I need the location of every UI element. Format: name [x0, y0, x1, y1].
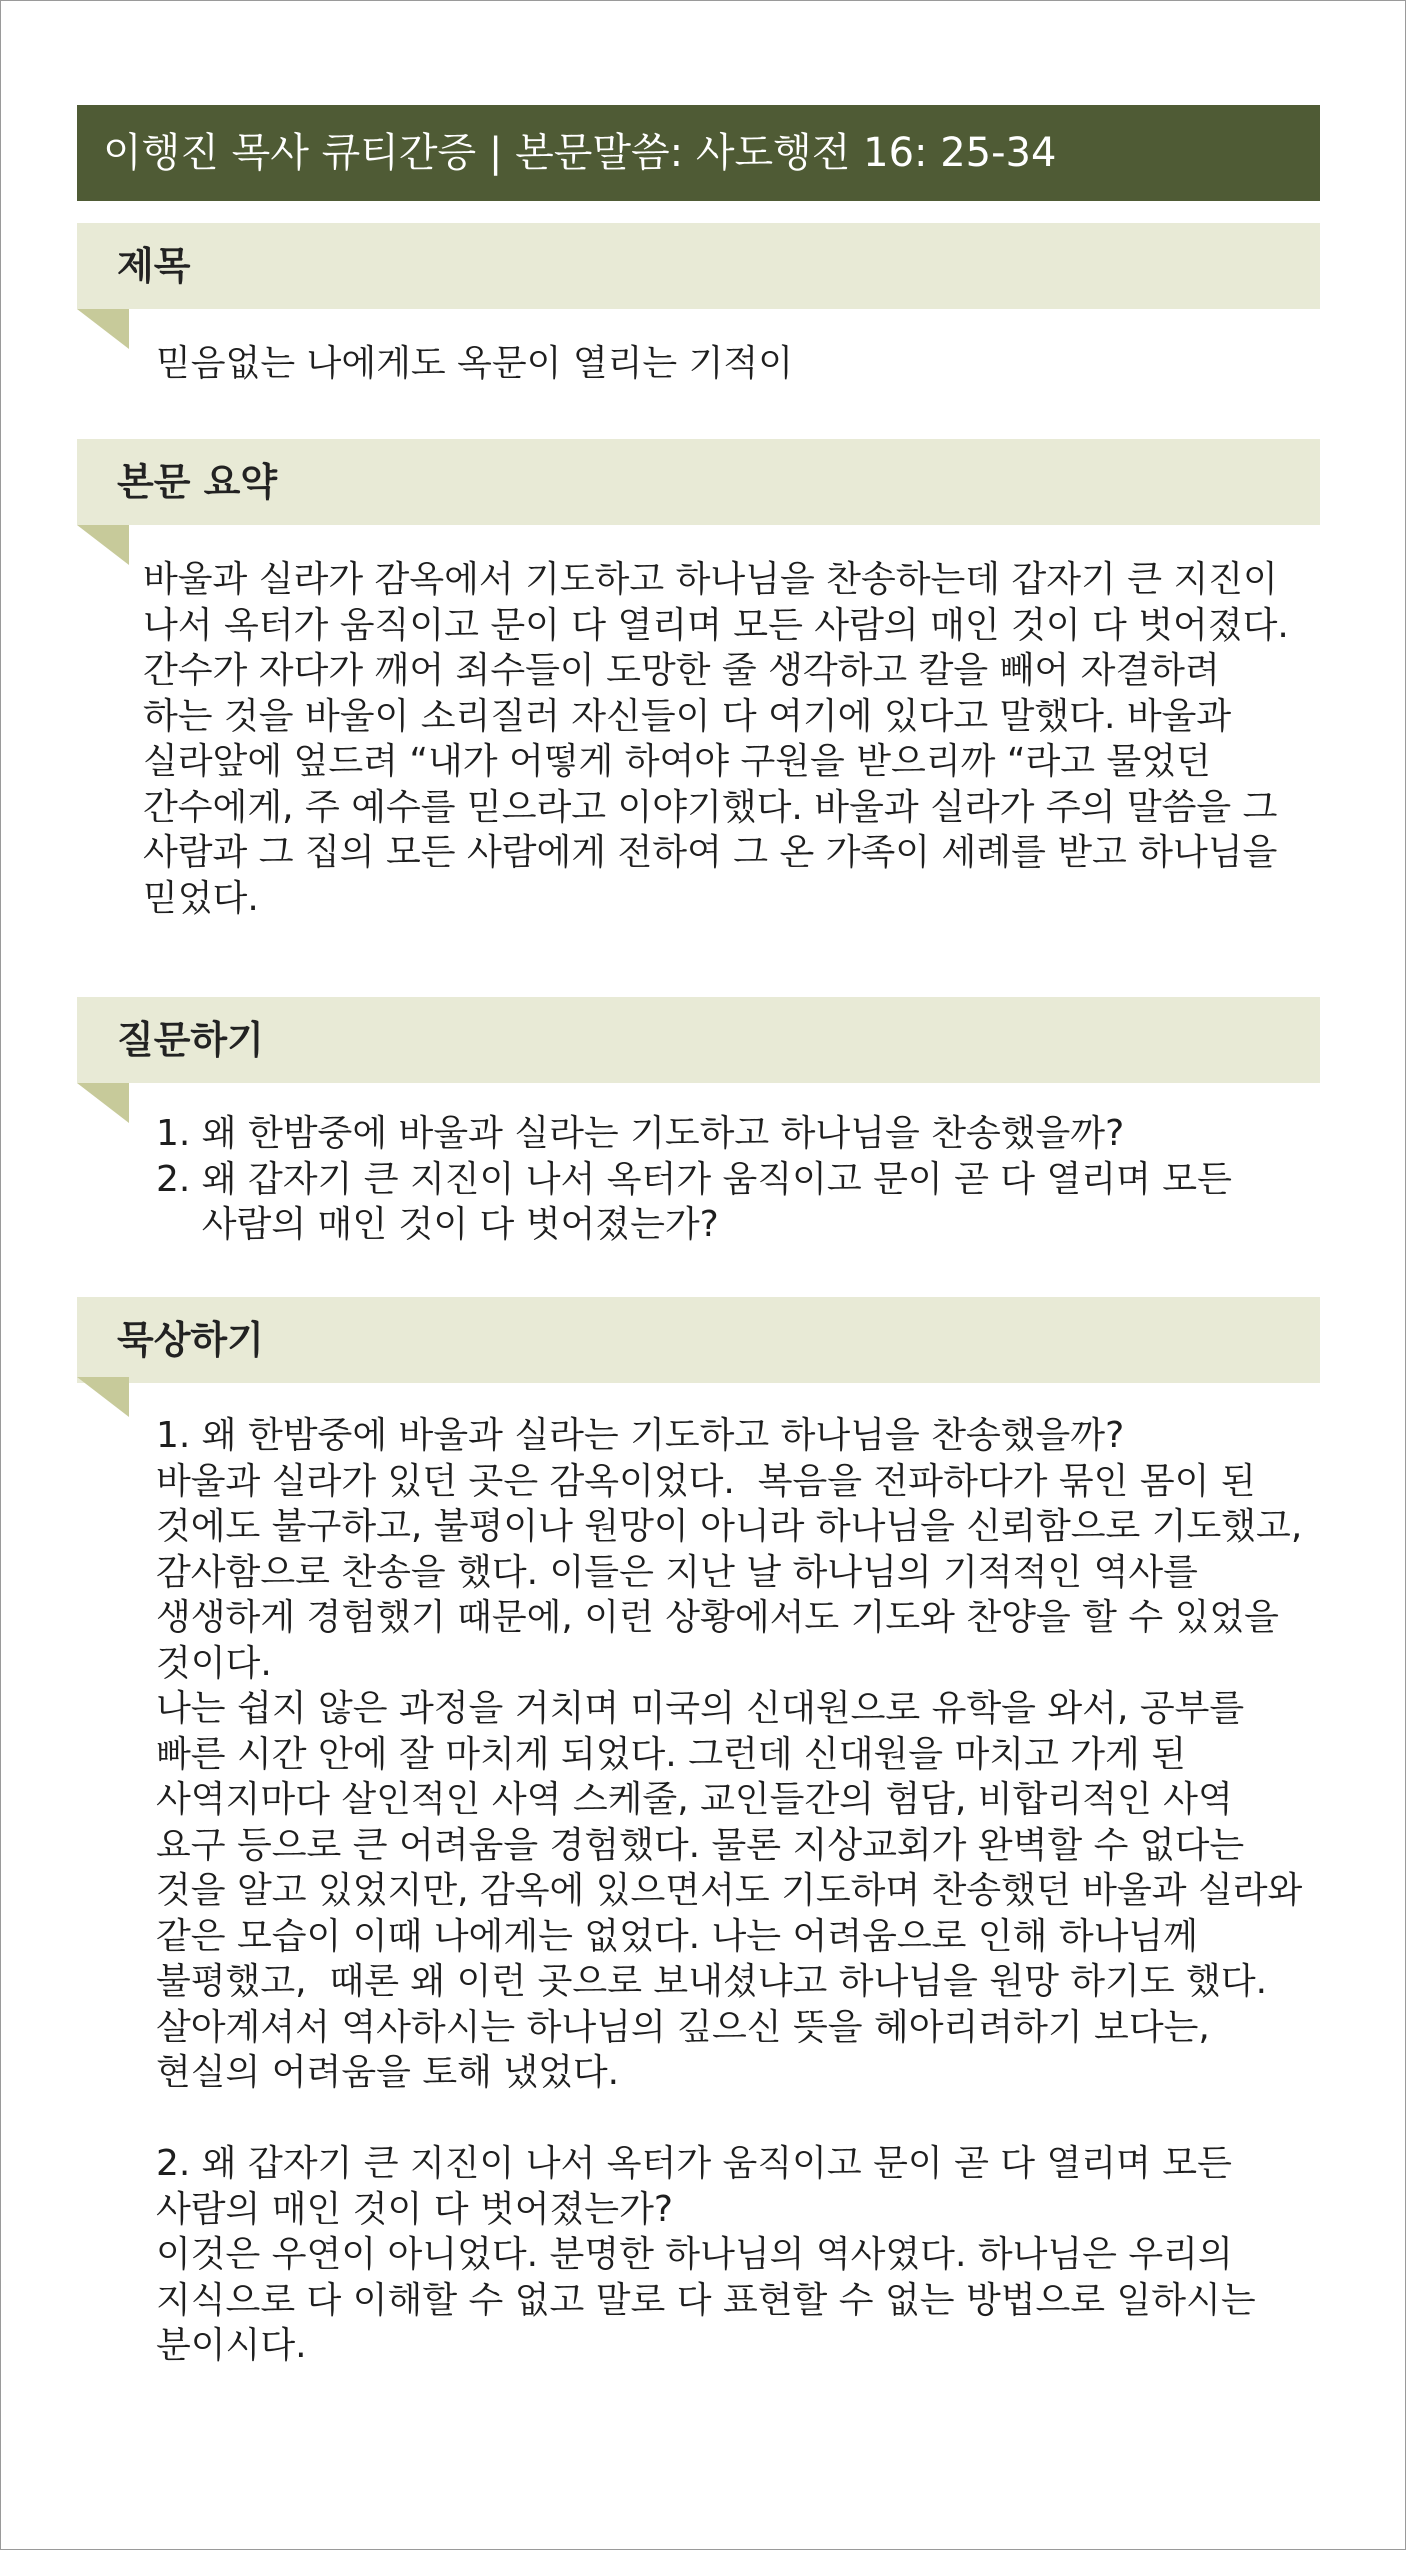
meditation-line: 현실의 어려움을 토해 냈었다. — [156, 2052, 620, 2093]
meditation-line: 것이다. — [156, 1642, 272, 1684]
summary-line: 실라앞에 엎드려 “내가 어떻게 하여야 구원을 받으리까 “라고 물었던 — [143, 741, 1211, 782]
meditation-line: 사람의 매인 것이 다 벗어졌는가? — [156, 2188, 673, 2230]
summary-line: 바울과 실라가 감옥에서 기도하고 하나님을 찬송하는데 갑자기 큰 지진이 — [143, 559, 1278, 600]
summary-line: 믿었다. — [143, 877, 259, 919]
section-heading-title: 제목 — [77, 223, 1320, 309]
question-item: 사람의 매인 것이 다 벗어졌는가? — [156, 1204, 719, 1245]
meditation-line: 바울과 실라가 있던 곳은 감옥이었다. 복음을 전파하다가 묶인 몸이 된 — [156, 1460, 1256, 1502]
question-item: 1. 왜 한밤중에 바울과 실라는 기도하고 하나님을 찬송했을까? — [156, 1113, 1125, 1154]
meditation-line: 이것은 우연이 아니었다. 분명한 하나님의 역사였다. 하나님은 우리의 — [156, 2234, 1233, 2275]
summary-line: 사람과 그 집의 모든 사람에게 전하여 그 온 가족이 세례를 받고 하나님을 — [143, 832, 1278, 873]
summary-line: 간수에게, 주 예수를 믿으라고 이야기했다. 바울과 실라가 주의 말씀을 그 — [143, 786, 1278, 828]
meditation-line: 것을 알고 있었지만, 감옥에 있으면서도 기도하며 찬송했던 바울과 실라와 — [156, 1870, 1303, 1911]
meditation-line: 감사함으로 찬송을 했다. 이들은 지난 날 하나님의 기적적인 역사를 — [156, 1551, 1198, 1593]
meditation-line: 같은 모습이 이때 나에게는 없었다. 나는 어려움으로 인해 하나님께 — [156, 1915, 1198, 1957]
section-heading-questions: 질문하기 — [77, 997, 1320, 1083]
page-title: 이행진 목사 큐티간증 | 본문말씀: 사도행전 16: 25-34 — [77, 105, 1320, 201]
meditation-line: 2. 왜 갑자기 큰 지진이 나서 옥터가 움직이고 문이 곧 다 열리며 모든 — [156, 2143, 1232, 2184]
summary-line: 간수가 자다가 깨어 죄수들이 도망한 줄 생각하고 칼을 빼어 자결하려 — [143, 650, 1220, 691]
meditation-line: 살아계셔서 역사하시는 하나님의 깊으신 뜻을 헤아리려하기 보다는, — [156, 2006, 1210, 2048]
meditation-line: 생생하게 경험했기 때문에, 이런 상황에서도 기도와 찬양을 할 수 있었을 — [156, 1597, 1279, 1638]
meditation-line: 사역지마다 살인적인 사역 스케줄, 교인들간의 험담, 비합리적인 사역 — [156, 1779, 1233, 1820]
section-tab-decoration — [77, 1377, 129, 1417]
summary-line: 나서 옥터가 움직이고 문이 다 열리며 모든 사람의 매인 것이 다 벗어졌다. — [143, 604, 1289, 646]
meditation-line: 분이시다. — [156, 2325, 307, 2366]
section-tab-decoration — [77, 1083, 129, 1123]
meditation-line: 빠른 시간 안에 잘 마치게 되었다. 그런데 신대원을 마치고 가게 된 — [156, 1733, 1187, 1775]
meditation-line: 것에도 불구하고, 불평이나 원망이 아니라 하나님을 신뢰함으로 기도했고, — [156, 1506, 1303, 1547]
meditation-line: 요구 등으로 큰 어려움을 경험했다. 물론 지상교회가 완벽할 수 없다는 — [156, 1824, 1245, 1866]
section-tab-decoration — [77, 309, 129, 349]
section-heading-meditation: 묵상하기 — [77, 1297, 1320, 1383]
title-text: 믿음없는 나에게도 옥문이 열리는 기적이 — [156, 343, 793, 384]
summary-line: 하는 것을 바울이 소리질러 자신들이 다 여기에 있다고 말했다. 바울과 — [143, 695, 1232, 737]
meditation-line: 지식으로 다 이해할 수 없고 말로 다 표현할 수 없는 방법으로 일하시는 — [156, 2279, 1256, 2321]
meditation-line: 불평했고, 때론 왜 이런 곳으로 보내셨냐고 하나님을 원망 하기도 했다. — [156, 1961, 1268, 2002]
section-tab-decoration — [77, 525, 129, 565]
meditation-line: 1. 왜 한밤중에 바울과 실라는 기도하고 하나님을 찬송했을까? — [156, 1415, 1125, 1456]
section-heading-summary: 본문 요약 — [77, 439, 1320, 525]
question-item: 2. 왜 갑자기 큰 지진이 나서 옥터가 움직이고 문이 곧 다 열리며 모든 — [156, 1158, 1232, 1200]
meditation-line: 나는 쉽지 않은 과정을 거치며 미국의 신대원으로 유학을 와서, 공부를 — [156, 1688, 1245, 1729]
